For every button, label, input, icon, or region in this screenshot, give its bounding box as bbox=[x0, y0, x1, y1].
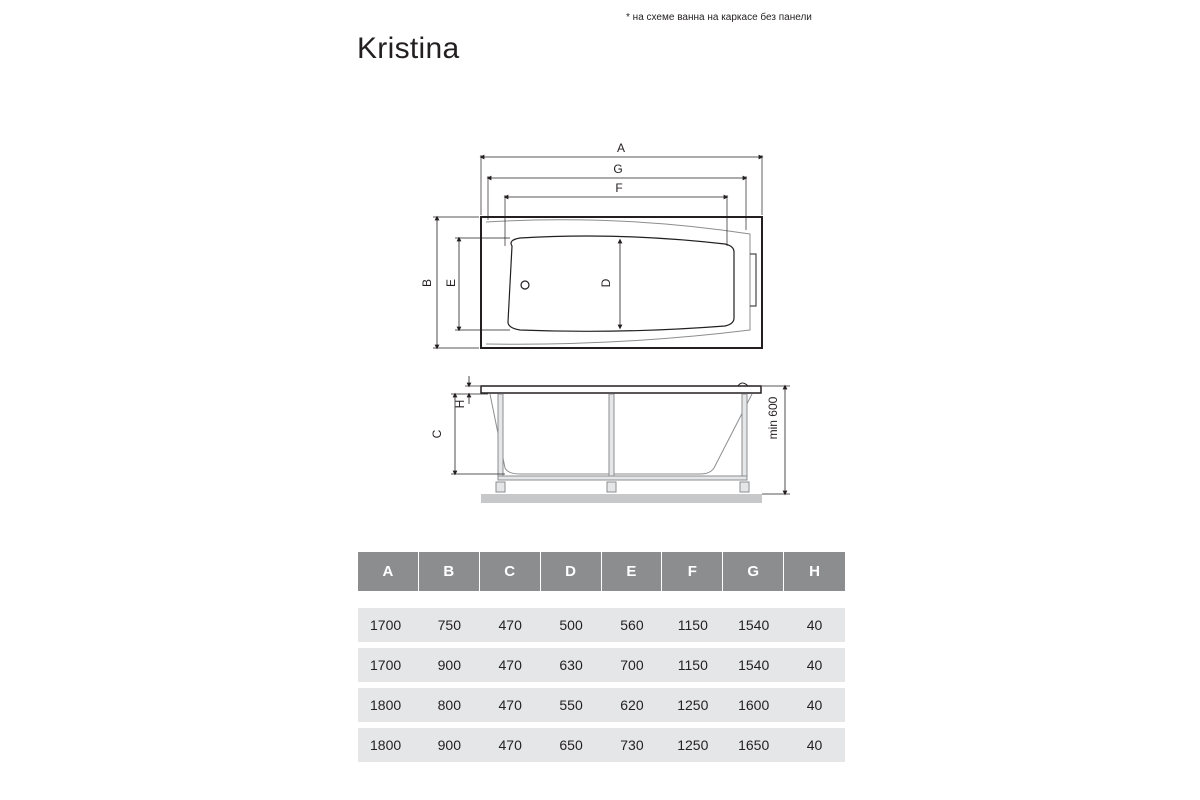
table-cell: 40 bbox=[806, 737, 823, 753]
table-row bbox=[358, 608, 845, 642]
table-cell: 1650 bbox=[738, 737, 770, 753]
frame-foot-middle bbox=[607, 482, 616, 492]
frame-foot-right bbox=[740, 482, 749, 492]
frame-foot-left bbox=[496, 482, 505, 492]
label-d: D bbox=[599, 278, 613, 288]
table-cell: 1250 bbox=[677, 737, 709, 753]
table-cell: 500 bbox=[559, 617, 583, 633]
label-c: C bbox=[430, 429, 444, 439]
table-cell: 900 bbox=[437, 737, 461, 753]
table-cell: 1250 bbox=[677, 697, 709, 713]
header-c: C bbox=[480, 552, 541, 591]
diagram-note: * на схеме ванна на каркасе без панели bbox=[626, 12, 812, 23]
table-row bbox=[358, 648, 845, 682]
overflow-notch bbox=[750, 254, 756, 306]
table-cell: 620 bbox=[620, 697, 644, 713]
frame-leg-right bbox=[742, 394, 747, 480]
label-f: F bbox=[615, 181, 623, 195]
tub-body-outline bbox=[490, 394, 752, 474]
table-cell: 560 bbox=[620, 617, 644, 633]
table-cell: 470 bbox=[498, 617, 522, 633]
table-cell: 1800 bbox=[370, 737, 402, 753]
drain-icon bbox=[521, 281, 529, 289]
label-a: A bbox=[616, 141, 626, 155]
tub-basin-outline bbox=[508, 236, 734, 331]
table-cell: 40 bbox=[806, 617, 823, 633]
table-cell: 1150 bbox=[677, 617, 708, 633]
table-cell: 1700 bbox=[370, 657, 402, 673]
floor bbox=[481, 494, 762, 503]
header-h: H bbox=[809, 563, 820, 580]
table-cell: 1540 bbox=[738, 657, 770, 673]
table-cell: 1700 bbox=[370, 617, 402, 633]
table-cell: 550 bbox=[559, 697, 583, 713]
table-cell: 470 bbox=[498, 737, 522, 753]
table-row bbox=[358, 728, 845, 762]
label-g: G bbox=[613, 162, 623, 176]
table-cell: 630 bbox=[559, 657, 583, 673]
table-cell: 900 bbox=[437, 657, 461, 673]
table-header bbox=[358, 552, 845, 591]
dimensions-table bbox=[358, 552, 845, 762]
table-cell: 470 bbox=[498, 697, 522, 713]
table-cell: 1150 bbox=[677, 657, 708, 673]
table-cell: 1540 bbox=[738, 617, 770, 633]
header-d: D bbox=[541, 552, 602, 591]
table-cell: 1600 bbox=[738, 697, 770, 713]
product-title: Kristina bbox=[357, 32, 460, 65]
header-b: B bbox=[419, 552, 480, 591]
table-cell: 40 bbox=[806, 657, 823, 673]
header-g: G bbox=[723, 552, 784, 591]
side-view bbox=[451, 376, 790, 503]
label-min-600: min 600 bbox=[766, 396, 780, 440]
frame-bottom-rail bbox=[498, 476, 747, 480]
tub-rim-contour bbox=[486, 220, 750, 345]
header-f: F bbox=[662, 552, 723, 591]
frame-leg-left bbox=[498, 394, 503, 480]
table-row bbox=[358, 688, 845, 722]
header-a: A bbox=[358, 552, 419, 591]
table-cell: 1800 bbox=[370, 697, 402, 713]
frame-leg-middle bbox=[609, 394, 614, 480]
table-cell: 470 bbox=[498, 657, 522, 673]
header-e: E bbox=[602, 552, 663, 591]
table-cell: 730 bbox=[620, 737, 644, 753]
label-b: B bbox=[420, 278, 434, 288]
label-e: E bbox=[444, 278, 458, 288]
support-frame bbox=[496, 394, 749, 492]
label-h: H bbox=[453, 399, 467, 409]
table-cell: 800 bbox=[437, 697, 461, 713]
table-cell: 40 bbox=[806, 697, 823, 713]
side-rim bbox=[481, 386, 761, 393]
table-cell: 750 bbox=[437, 617, 461, 633]
table-body bbox=[358, 608, 845, 762]
top-view bbox=[433, 155, 762, 348]
table-cell: 650 bbox=[559, 737, 583, 753]
table-cell: 700 bbox=[620, 657, 644, 673]
